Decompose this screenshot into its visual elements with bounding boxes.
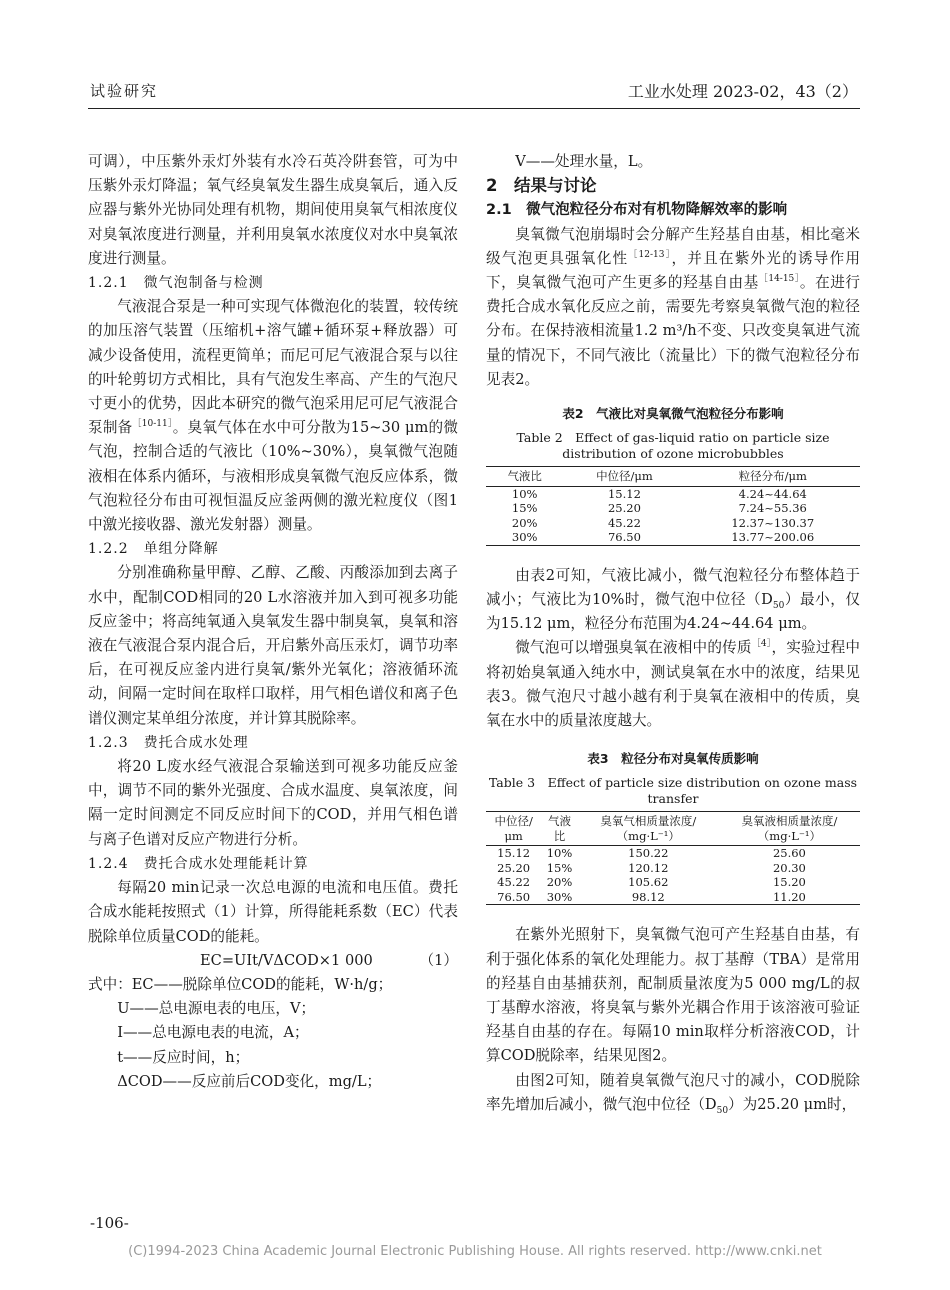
table-cell: 10%	[546, 846, 573, 861]
paragraph-table-2-part-a: 由表2可知，气液比减小，微气泡粒径分布整体趋于减小；气液比为10%时，微气泡中位径（D	[486, 566, 860, 608]
table-row	[486, 486, 860, 501]
citation-12-13: ［12-13］	[628, 249, 672, 260]
subscript-50: 50	[716, 1105, 729, 1116]
table-header-row	[486, 467, 860, 487]
definition-i: I——总电源电表的电流，A；	[88, 1024, 309, 1042]
table-cell: 15%	[511, 501, 538, 516]
table-cell: 10%	[511, 486, 538, 501]
heading-1-2-1: 1.2.1 微气泡制备与检测	[88, 275, 264, 292]
paragraph-1-2-2: 分别准确称量甲醇、乙醇、乙酸、丙酸添加到去离子水中，配制COD相同的20 L水溶液并加入到可视多功能反应釜中；将高纯氧通入臭氧发生器中制臭氧，臭氧和溶液在气液混合泵内混合后，开启紫外高压汞灯，调节功率后，在可视反应釜内进行臭氧/紫外光氧化；溶液循环流动，间隔一定时间在取样口取样，用气相色谱仪和离子色谱仪测定某单组分浓度，并计算其脱除率。	[88, 564, 458, 727]
table-row	[486, 516, 860, 531]
definition-u: U——总电源电表的电压，V；	[88, 1000, 316, 1018]
paragraph-1-2-1-part-b: 。臭氧气体在水中可分散为15~30 μm的微气泡，控制合适的气液比（10%~30%），臭氧微气泡随液相在体系内循环，与液相形成臭氧微气泡反应体系，微气泡粒径分布由可视恒温反应釜两侧的激光粒度仪（图1中激光接收器、激光发射器）测量。	[88, 419, 458, 534]
citation-14-15: ［14-15］	[758, 274, 800, 285]
definition-delta-cod: ΔCOD——反应前后COD变化，mg/L；	[88, 1072, 382, 1090]
table-cell: 76.50	[486, 890, 541, 905]
table-header-cell: 气液比	[541, 812, 577, 846]
table-3-caption-cn: 表3 粒径分布对臭氧传质影响	[587, 751, 759, 767]
paragraph-2-1	[486, 223, 860, 392]
table-header-cell: 中位径/μm	[486, 812, 541, 846]
running-header-journal: 工业水处理 2023-02，43（2）	[627, 82, 858, 101]
table-cell: 15.20	[772, 875, 806, 890]
paragraph-mass-transfer-part-b: ，实验过程中将初始臭氧通入纯水中，测试臭氧在水中的浓度，结果见表3。微气泡尺寸越小越有利于臭氧在液相中的传质，臭氧在水中的质量浓度越大。	[486, 639, 860, 729]
definition-v: V——处理水量，L。	[486, 153, 653, 170]
table-row	[486, 846, 860, 861]
table-cell: 30%	[541, 890, 577, 905]
paragraph-intro: 可调），中压紫外汞灯外装有水冷石英冷阱套管，可为中压紫外汞灯降温；氧气经臭氧发生器生成臭氧后，通入反应器与紫外光协同处理有机物，期间使用臭氧气相浓度仪对臭氧浓度进行测量，并利用臭氧水浓度仪对水中臭氧浓度进行测量。	[88, 153, 458, 267]
table-cell: 76.50	[563, 530, 685, 545]
table-3-grid	[486, 811, 860, 905]
page-number: -106-	[90, 1214, 129, 1232]
table-header-cell: 臭氧气相质量浓度/（mg·L⁻¹）	[578, 812, 719, 846]
paragraph-2-1-part-c: 。在进行费托合成水氧化反应之前，需要先考察臭氧微气泡的粒径分布。在保持液相流量1.2 m³/h不变、只改变臭氧进气流量的情况下，不同气液比（流量比）下的微气泡粒径分布见表2。	[486, 274, 860, 388]
header-rule	[88, 108, 860, 109]
heading-1-2-4: 1.2.4 费托合成水处理能耗计算	[88, 855, 309, 872]
table-2-caption-cn: 表2 气液比对臭氧微气泡粒径分布影响	[562, 406, 784, 422]
heading-section-2: 2 结果与讨论	[486, 176, 597, 196]
table-cell: 45.22	[607, 515, 641, 530]
paragraph-1-2-4: 每隔20 min记录一次总电源的电流和电压值。费托合成水能耗按照式（1）计算，所得能耗系数（EC）代表脱除单位质量COD的能耗。	[88, 879, 458, 945]
paragraph-table-2-analysis	[486, 564, 860, 637]
table-2-caption-en: Table 2 Effect of gas-liquid ratio on particle size distribution of ozone microbubbles	[516, 430, 830, 462]
table-row	[486, 890, 860, 905]
definition-ec: 式中：EC——脱除单位COD的能耗，W·h/g；	[88, 975, 393, 993]
table-row	[486, 875, 860, 890]
table-cell: 20.30	[772, 860, 806, 875]
table-cell: 20%	[511, 515, 538, 530]
definition-t: t——反应时间，h；	[88, 1048, 250, 1066]
table-row	[486, 530, 860, 545]
table-cell: 25.20	[607, 501, 641, 516]
paragraph-figure-2	[486, 1069, 860, 1117]
paragraph-1-2-1	[88, 295, 458, 537]
table-cell: 15%	[546, 860, 573, 875]
table-cell: 15.12	[497, 846, 531, 861]
paragraph-1-2-3: 将20 L废水经气液混合泵输送到可视多功能反应釜中，调节不同的紫外光强度、合成水温度、臭氧浓度，间隔一定时间测定不同反应时间下的COD，并用气相色谱与离子色谱对反应产物进行分析。	[88, 758, 458, 848]
table-cell: 25.20	[497, 860, 531, 875]
table-cell: 11.20	[719, 890, 860, 905]
paragraph-mass-transfer-part-a: 微气泡可以增强臭氧在液相中的传质	[515, 639, 752, 657]
running-header-section: 试验研究	[90, 82, 159, 100]
paragraph-mass-transfer	[486, 636, 860, 733]
table-header-cell: 中位径/μm	[563, 467, 685, 487]
table-row	[486, 861, 860, 876]
table-cell: 45.22	[497, 875, 531, 890]
table-cell: 105.62	[628, 875, 669, 890]
table-cell: 98.12	[578, 890, 719, 905]
paragraph-tba: 在紫外光照射下，臭氧微气泡可产生羟基自由基，有利于强化体系的氧化处理能力。叔丁基醇（TBA）是常用的羟基自由基捕获剂，配制质量浓度为5 000 mg/L的叔丁基醇水溶液，将臭氧与紫外光耦合作用于该溶液可验证羟基自由基的存在。每隔10 min取样分析溶液COD，计算COD脱除率，结果见图2。	[486, 926, 860, 1065]
copyright-footer: (C)1994-2023 China Academic Journal Electronic Publishing House. All rights reserved. http://www.cnki.net	[128, 1244, 822, 1259]
table-3-caption-en: Table 3 Effect of particle size distribution on ozone mass transfer	[488, 775, 858, 807]
table-cell: 12.37~130.37	[731, 515, 815, 530]
paragraph-2-1-part-a: 臭氧微气泡崩塌时会分解产生羟基自由基，相比毫米级气泡更具强氧化性	[486, 225, 860, 267]
equation-1-number: （1）	[419, 951, 458, 969]
equation-1-body: EC=UIt/VΔCOD×1 000	[200, 951, 373, 969]
heading-1-2-2: 1.2.2 单组分降解	[88, 541, 219, 558]
table-cell: 20%	[546, 875, 573, 890]
table-header-cell: 粒径分布/μm	[686, 467, 860, 487]
heading-2-1: 2.1 微气泡粒径分布对有机物降解效率的影响	[486, 202, 788, 219]
table-3	[486, 747, 860, 905]
citation-4: ［4］	[751, 639, 772, 650]
table-row	[486, 501, 860, 516]
table-2	[486, 402, 860, 546]
table-cell: 30%	[486, 530, 563, 545]
table-cell: 13.77~200.06	[686, 530, 860, 545]
table-cell: 150.22	[628, 846, 669, 861]
table-cell: 15.12	[607, 486, 641, 501]
table-cell: 4.24~44.64	[738, 486, 807, 501]
paragraph-figure-2-part-b: ）为25.20 μm时，	[728, 1095, 857, 1113]
paragraph-figure-2-part-a: 由图2可知，随着臭氧微气泡尺寸的减小，COD脱除率先增加后减小，微气泡中位径（D	[486, 1071, 860, 1113]
variable-definitions	[88, 973, 458, 1094]
paragraph-1-2-1-part-a: 气液混合泵是一种可实现气体微泡化的装置，较传统的加压溶气装置（压缩机+溶气罐+循环泵+释放器）可减少设备使用，流程更简单；而尼可尼气液混合泵与以往的叶轮剪切方式相比，具有气泡发生率高、产生的气泡尺寸更小的优势，因此本研究的微气泡采用尼可尼气液混合泵制备	[88, 298, 458, 437]
heading-1-2-3: 1.2.3 费托合成水处理	[88, 734, 249, 751]
right-column	[486, 150, 860, 1117]
paragraph-2-1-part-b: ，并且在紫外光的诱导作用下，臭氧微气泡可产生更多的羟基自由基	[486, 249, 860, 292]
table-header-cell: 气液比	[486, 467, 563, 487]
subscript-50: 50	[772, 600, 785, 611]
table-cell: 25.60	[772, 846, 806, 861]
table-cell: 120.12	[628, 860, 669, 875]
table-cell: 7.24~55.36	[738, 501, 807, 516]
table-2-grid	[486, 466, 860, 546]
left-column	[88, 150, 458, 1094]
citation-10-11: ［10-11］	[132, 419, 173, 430]
table-header-row	[486, 812, 860, 846]
paragraph-table-2-part-b: ）最小，仅为15.12 μm，粒径分布范围为4.24~44.64 μm。	[486, 590, 860, 633]
equation-1	[88, 949, 458, 973]
table-header-cell: 臭氧液相质量浓度/（mg·L⁻¹）	[719, 812, 860, 846]
